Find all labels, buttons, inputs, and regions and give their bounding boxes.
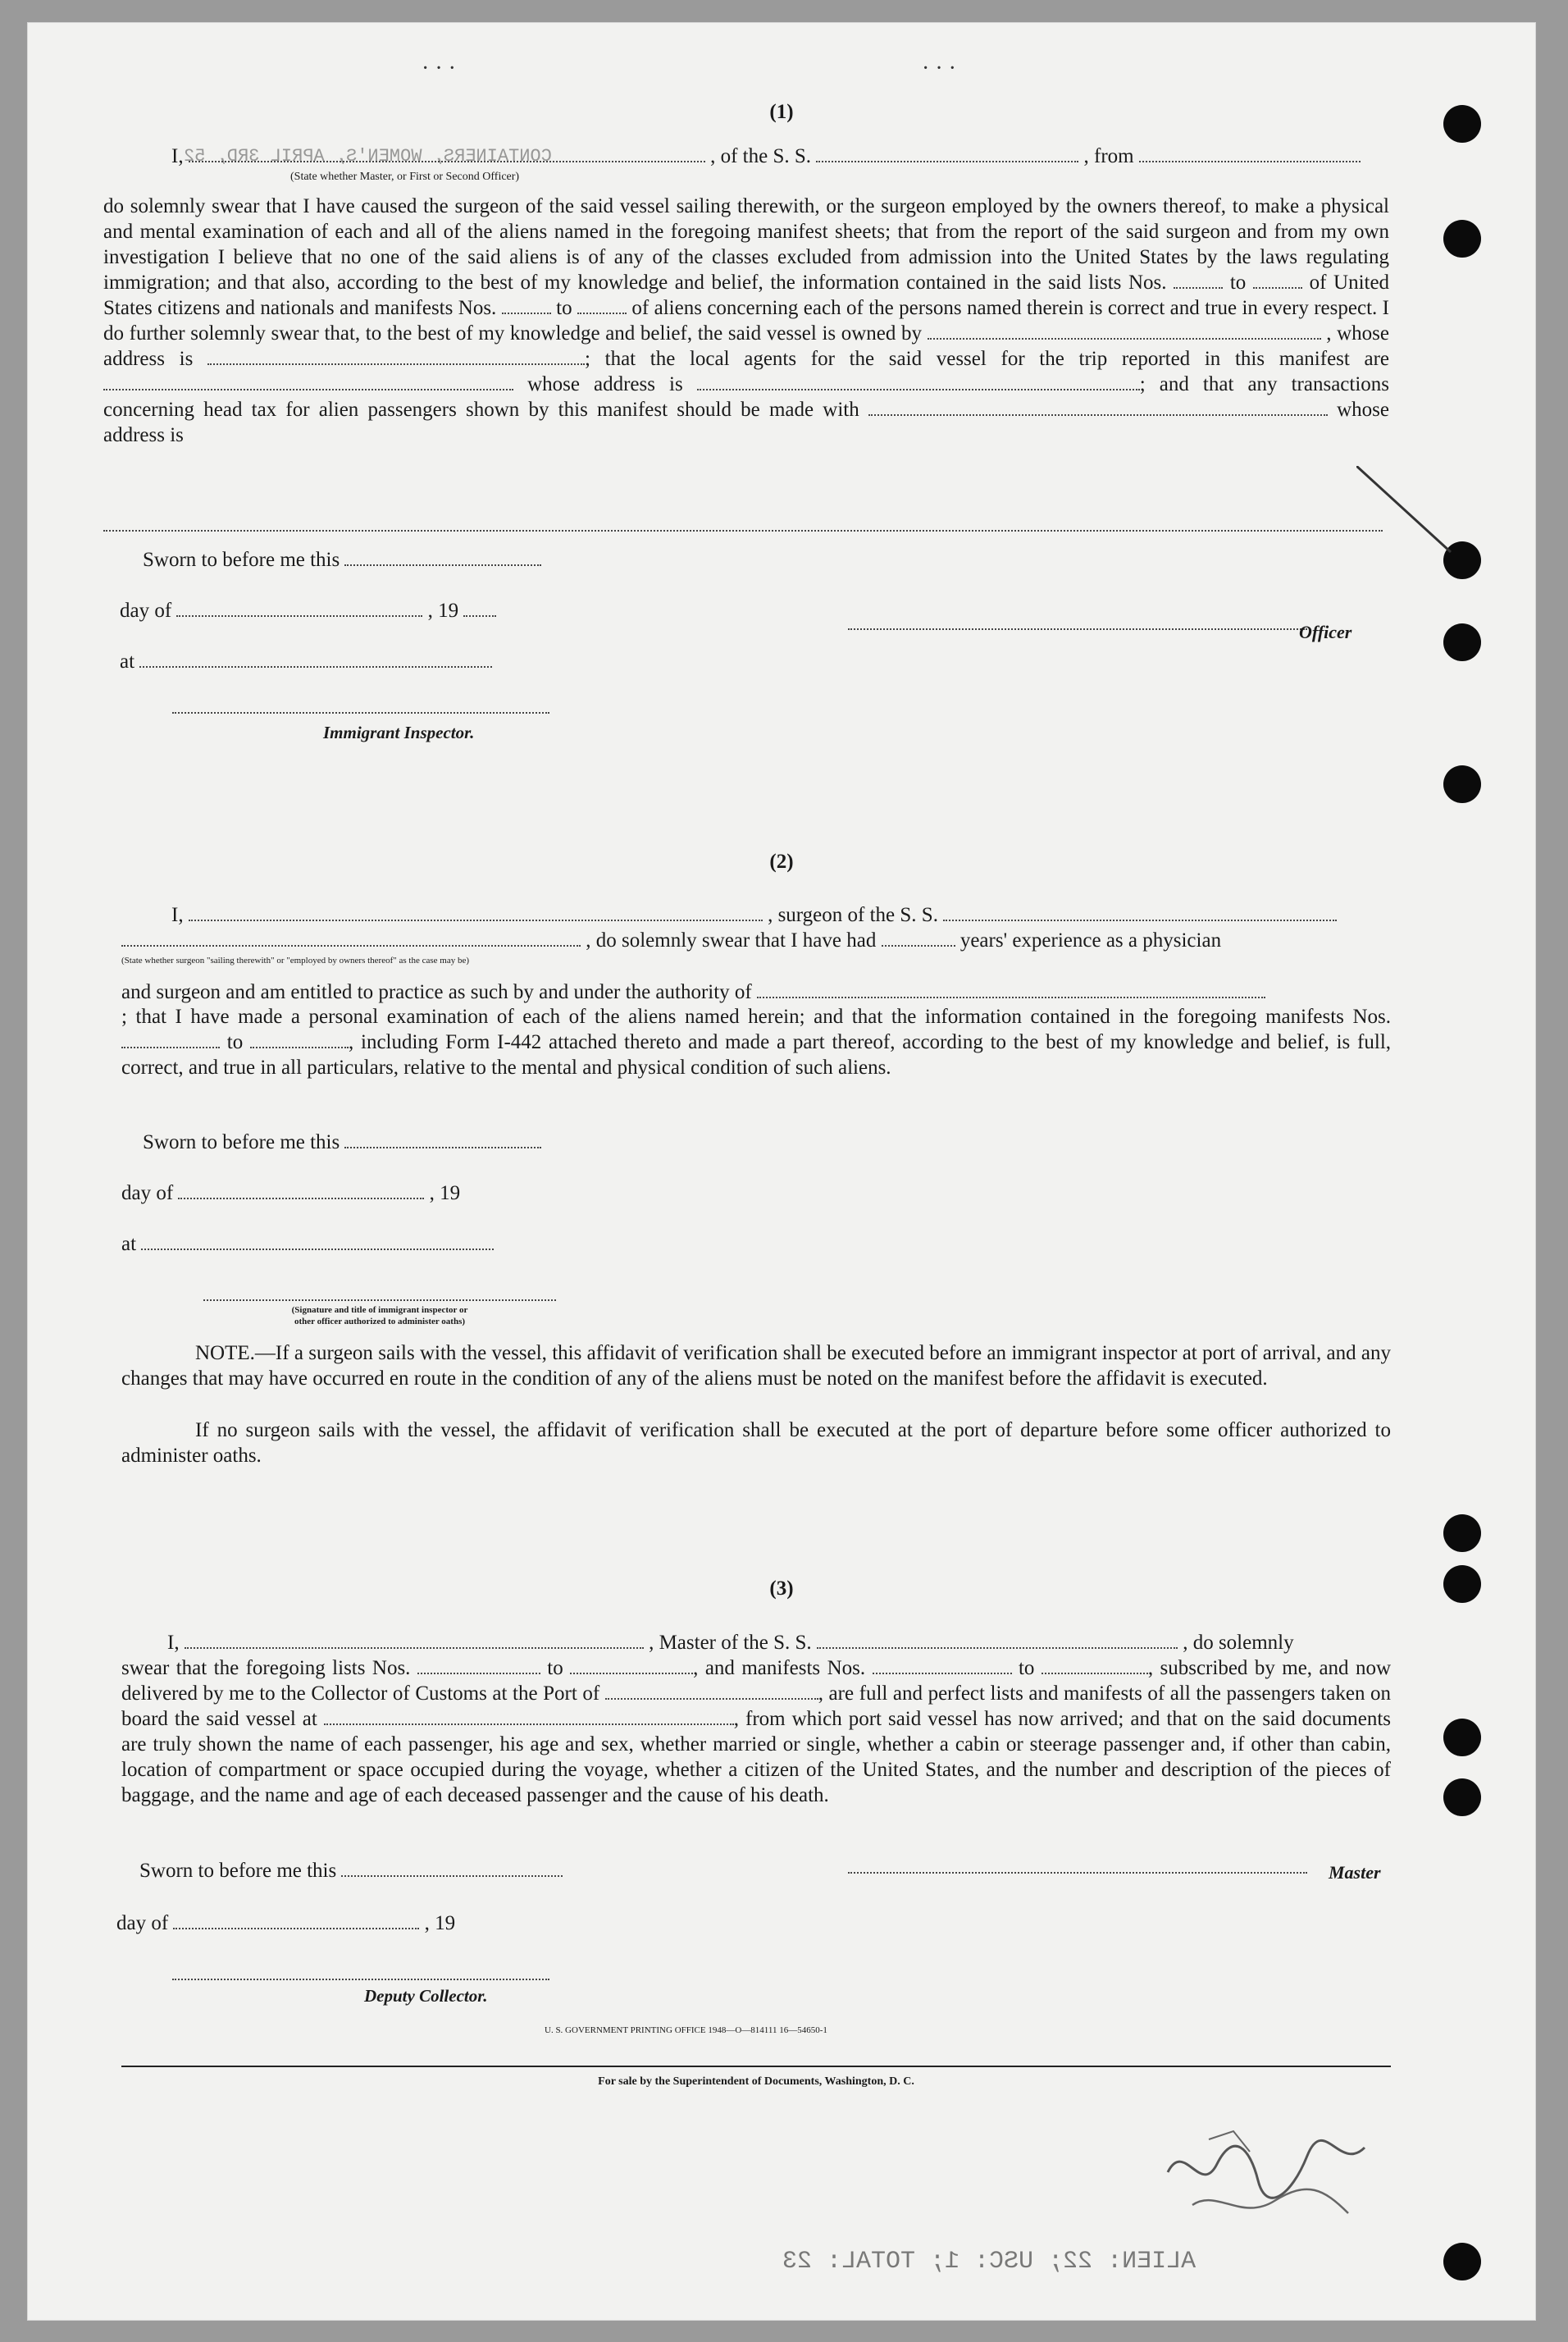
- section-3-oath: swear that the foregoing lists Nos. to , and manifests Nos. to , subscribed by me, and now delivered by me to the Collector of Customs at the Port of , are full and perfect lists and manifests of all the passengers taken on board the said vessel at , from which port said vessel has now arrived; and that on the said documents are truly shown the name of each passenger, his age and sex, whether married or single, whether a cabin or steerage passenger and, if other than cabin, location of compartment or space occupied during the voyage, whether a citizen of the United States, and the number and description of the pieces of baggage, and the name and age of each deceased passenger and the cause of his death.: [121, 1657, 1392, 1806]
- gpo-imprint: U. S. GOVERNMENT PRINTING OFFICE 1948—O—814111 16—54650-1: [545, 2025, 827, 2035]
- surgeon-vessel-field[interactable]: [943, 905, 1337, 921]
- s3-manifests-from-field[interactable]: [873, 1658, 1012, 1674]
- top-marks: · · ·: [922, 56, 956, 81]
- s3-lists-from-field[interactable]: [417, 1658, 540, 1674]
- section-2-experience-line: , do solemnly swear that I have had years' experience as a physician: [121, 929, 1221, 953]
- agents-address-field[interactable]: [697, 374, 1140, 390]
- owner-address-field[interactable]: [207, 349, 585, 365]
- section-3-master-line: I, , Master of the S. S. , do solemnly: [167, 1632, 1294, 1654]
- section-2-at: at: [121, 1232, 494, 1257]
- deputy-collector-label: Deputy Collector.: [364, 1986, 488, 2006]
- form-page: [28, 23, 1535, 2320]
- section-1-master-line: [171, 144, 1361, 169]
- s3-master-signature-line[interactable]: [848, 1872, 1307, 1874]
- year-field[interactable]: [463, 600, 496, 617]
- day-of-field[interactable]: [176, 600, 422, 617]
- pencil-slash: [1356, 466, 1455, 556]
- bleed-through-header: CONTAINERS, WOMEN'S, APRIL 3RD, 52: [184, 146, 552, 167]
- manifests-from-field[interactable]: [502, 298, 551, 314]
- section-3-sworn: Sworn to before me this: [139, 1859, 563, 1883]
- lists-to-field[interactable]: [1253, 272, 1302, 289]
- s2-manifests-from-field[interactable]: [121, 1032, 220, 1048]
- signature-caption-2: other officer authorized to administer oaths): [294, 1317, 466, 1326]
- surgeon-name-field[interactable]: [189, 905, 763, 921]
- signature-caption-1: (Signature and title of immigrant inspector or: [291, 1305, 468, 1315]
- footer-rule: [121, 2066, 1391, 2067]
- s3-master-name-field[interactable]: [185, 1632, 644, 1649]
- punch-hole: [1443, 220, 1481, 258]
- s3-day-of-field[interactable]: [173, 1913, 419, 1929]
- authority-field[interactable]: [757, 982, 1265, 998]
- bleed-through-stats: ALIEN: 22; USC: 1; TOTAL: 23: [782, 2248, 1197, 2276]
- s3-sworn-date-field[interactable]: [341, 1860, 563, 1877]
- sworn-date-field[interactable]: [344, 550, 541, 566]
- section-2-oath: ; that I have made a personal examination of each of the aliens named herein; and that the information contained in the foregoing manifests Nos. to , including Form I-442 attached thereto and made a part thereof, according to the best of my knowledge and belief, is full, correct, and true in all particulars, relative to the mental and physical condition of such aliens.: [121, 1006, 1392, 1079]
- section-2-surgeon-line: I, , surgeon of the S. S.: [171, 903, 1337, 928]
- s2-day-of-field[interactable]: [178, 1183, 424, 1199]
- top-marks: · · ·: [422, 56, 456, 81]
- section-2-note: NOTE.—If a surgeon sails with the vessel, this affidavit of verification shall be executed before an immigrant inspector at port of arrival, and any changes that may have occurred en route in the condition of any of the aliens must be noted on the manifest before the affidavit is executed.: [121, 1342, 1391, 1390]
- manifests-to-field[interactable]: [577, 298, 627, 314]
- from-port-field[interactable]: [1139, 146, 1361, 162]
- punch-hole: [1443, 1719, 1481, 1756]
- officer-label: Officer: [1299, 622, 1352, 642]
- section-2-practice-line: and surgeon and am entitled to practice as such by and under the authority of: [121, 980, 1265, 1005]
- owner-field[interactable]: [928, 323, 1321, 340]
- section-3-number: (3): [769, 1577, 794, 1600]
- inspector-signature-line[interactable]: [172, 712, 549, 714]
- s3-manifests-to-field[interactable]: [1042, 1658, 1148, 1674]
- section-2-day-of: day of , 19: [121, 1182, 461, 1204]
- i-label: I,: [171, 145, 184, 167]
- immigrant-inspector-label: Immigrant Inspector.: [323, 723, 475, 742]
- handwritten-signature: [1160, 2123, 1373, 2230]
- vessel-name-field[interactable]: [816, 146, 1078, 162]
- s2-sworn-date-field[interactable]: [344, 1132, 541, 1148]
- section-2-number: (2): [769, 851, 794, 873]
- section-2-caption: (State whether surgeon "sailing therewith" or "employed by owners thereof" as the case may be): [121, 956, 470, 966]
- s2-signature-line[interactable]: [203, 1299, 556, 1301]
- section-1-day-of: day of , 19: [120, 599, 496, 623]
- section-1-at: at: [120, 650, 492, 674]
- surgeon-capacity-field[interactable]: [121, 930, 581, 947]
- s2-at-field[interactable]: [141, 1234, 494, 1250]
- section-3-day-of: day of , 19: [116, 1912, 456, 1934]
- of-ss-label: , of the S. S.: [710, 145, 812, 167]
- head-tax-contact-field[interactable]: [868, 399, 1328, 416]
- punch-hole: [1443, 1514, 1481, 1552]
- embark-port-field[interactable]: [324, 1709, 734, 1725]
- deputy-signature-line[interactable]: [172, 1979, 549, 1980]
- at-place-field[interactable]: [139, 651, 492, 668]
- s3-vessel-field[interactable]: [817, 1632, 1178, 1649]
- punch-hole: [1443, 623, 1481, 661]
- section-1-sworn: Sworn to before me this: [143, 548, 541, 573]
- punch-hole: [1443, 2243, 1481, 2280]
- section-2-sworn: Sworn to before me this: [143, 1130, 541, 1155]
- s3-lists-to-field[interactable]: [570, 1658, 693, 1674]
- from-label: , from: [1083, 145, 1134, 167]
- section-2-note-2: If no surgeon sails with the vessel, the affidavit of verification shall be executed at the port of departure before some officer authorized to administer oaths.: [121, 1419, 1391, 1467]
- officer-signature-line[interactable]: [848, 628, 1307, 630]
- s2-manifests-to-field[interactable]: [250, 1032, 349, 1048]
- lists-from-field[interactable]: [1174, 272, 1223, 289]
- sale-notice: For sale by the Superintendent of Documents, Washington, D. C.: [598, 2075, 914, 2088]
- section-1-number: (1): [769, 101, 794, 123]
- section-1-caption: (State whether Master, or First or Second Officer): [290, 171, 520, 183]
- years-field[interactable]: [882, 930, 955, 947]
- section-1-oath: do solemnly swear that I have caused the surgeon of the said vessel sailing therewith, or the surgeon employed by the owners thereof, to make a physical and mental examination of each and all of the aliens named in the foregoing manifest sheets; that from the report of the said surgeon and from my own investigation I believe that no one of the said aliens is of any of the classes excluded from admission into the United States by the laws regulating immigration; and that also, according to the best of my knowledge and belief, the information contained in the said lists Nos. to of United States citizens and nationals and manifests Nos. to of aliens concerning each of the persons named therein is correct and true in every respect. I do further solemnly swear that, to the best of my knowledge and belief, the said vessel is owned by , whose address is ; that the local agents for the said vessel for the trip reported in this manifest are whose address is ; and that any transactions concerning head tax for alien passengers shown by this manifest should be made with whose address is: [103, 195, 1390, 446]
- punch-hole: [1443, 1778, 1481, 1816]
- master-label: Master: [1329, 1862, 1381, 1883]
- master-name-field[interactable]: [189, 146, 705, 162]
- punch-hole: [1443, 765, 1481, 803]
- section-1-address-line: [103, 530, 1383, 532]
- local-agents-field[interactable]: [103, 374, 513, 390]
- port-of-field[interactable]: [605, 1683, 818, 1700]
